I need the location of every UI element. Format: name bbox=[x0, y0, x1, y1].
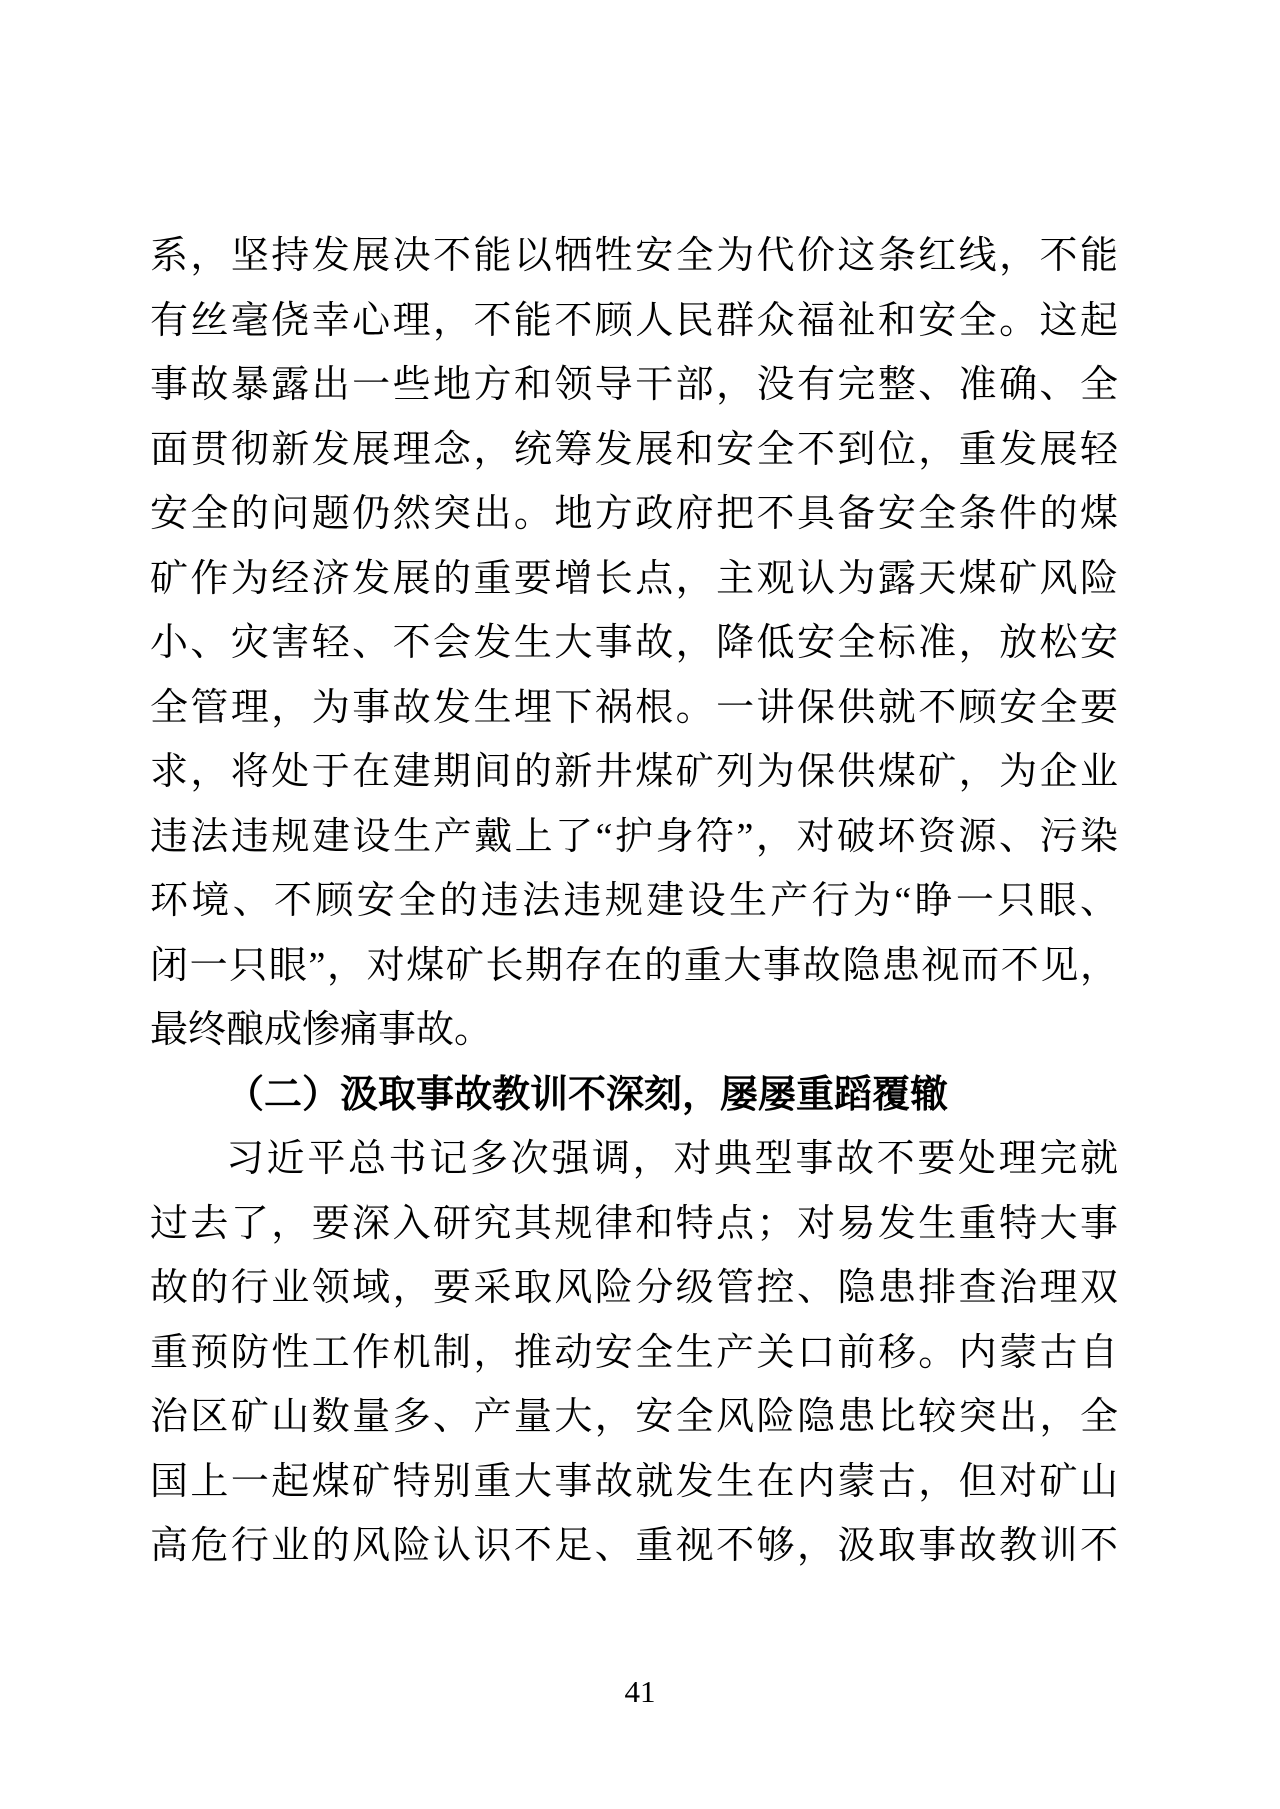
text-line: 矿作为经济发展的重要增长点，主观认为露天煤矿风险 bbox=[150, 557, 1118, 600]
text-line: 违法违规建设生产戴上了“护身符”，对破坏资源、污染 bbox=[150, 815, 1118, 858]
text-line: 最终酿成惨痛事故。 bbox=[150, 1009, 493, 1051]
text-line: 环境、不顾安全的违法违规建设生产行为“睁一只眼、 bbox=[150, 880, 1118, 922]
text-line: 安全的问题仍然突出。地方政府把不具备安全条件的煤 bbox=[150, 493, 1118, 535]
text-line: 重预防性工作机制，推动安全生产关口前移。内蒙古自 bbox=[150, 1331, 1118, 1374]
text-line: 闭一只眼”，对煤矿长期存在的重大事故隐患视而不见， bbox=[150, 944, 1118, 987]
body-text bbox=[150, 224, 1118, 1579]
page-number: 41 bbox=[624, 1674, 656, 1709]
text-line: 全管理，为事故发生埋下祸根。一讲保供就不顾安全要 bbox=[150, 686, 1118, 729]
text-line: 求，将处于在建期间的新井煤矿列为保供煤矿，为企业 bbox=[150, 751, 1118, 793]
text-line: 小、灾害轻、不会发生大事故，降低安全标准，放松安 bbox=[150, 622, 1118, 664]
text-line: 系，坚持发展决不能以牺牲安全为代价这条红线，不能 bbox=[150, 235, 1118, 277]
text-line: 过去了，要深入研究其规律和特点；对易发生重特大事 bbox=[150, 1202, 1118, 1245]
text-line: 有丝毫侥幸心理，不能不顾人民群众福祉和安全。这起 bbox=[150, 299, 1118, 342]
text-line: 事故暴露出一些地方和领导干部，没有完整、准确、全 bbox=[150, 364, 1118, 406]
page-footer bbox=[0, 1672, 1280, 1712]
text-line: 治区矿山数量多、产量大，安全风险隐患比较突出，全 bbox=[150, 1396, 1118, 1438]
text-line: 国上一起煤矿特别重大事故就发生在内蒙古，但对矿山 bbox=[150, 1460, 1118, 1503]
section-heading: （二）汲取事故教训不深刻，屡屡重蹈覆辙 bbox=[226, 1073, 949, 1116]
text-line: 面贯彻新发展理念，统筹发展和安全不到位，重发展轻 bbox=[150, 428, 1118, 471]
text-line: 高危行业的风险认识不足、重视不够，汲取事故教训不 bbox=[150, 1525, 1118, 1567]
text-line: 习近平总书记多次强调，对典型事故不要处理完就 bbox=[226, 1138, 1118, 1180]
text-line: 故的行业领域，要采取风险分级管控、隐患排查治理双 bbox=[150, 1267, 1118, 1309]
